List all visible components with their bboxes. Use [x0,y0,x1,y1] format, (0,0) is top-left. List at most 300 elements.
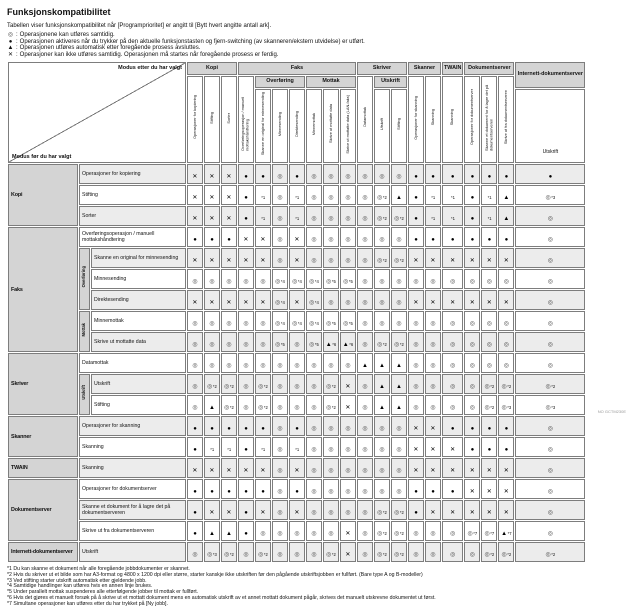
cell-symbol: ● [244,489,248,496]
cell-footnote-ref: *2 [490,551,495,557]
matrix-cell [204,542,220,562]
cell-symbol: ✕ [243,236,249,244]
legend-item: ✕ : Operasjoner kan ikke utføres samtidig. Operasjonen må startes når foregående prosess er ferdig. [7,51,279,58]
cell-symbol: ◎ [450,363,456,370]
cell-symbol: ◎ [394,258,400,265]
matrix-cell [306,500,322,520]
matrix-cell [272,542,288,562]
matrix-cell [272,374,288,394]
matrix-cell [221,521,237,541]
matrix-cell [255,248,271,268]
cell-symbol: ✕ [413,446,419,454]
cell-symbol: ◎ [277,363,283,370]
matrix-cell [498,374,514,394]
compatibility-table [7,61,586,563]
cell-symbol: ◎ [469,552,475,559]
matrix-cell [221,374,237,394]
cell-symbol: ▲ [209,531,215,538]
matrix-cell [238,248,254,268]
cell-symbol: ◎ [396,468,402,475]
matrix-cell [425,521,441,541]
cell-symbol: ● [210,489,214,496]
cell-footnote-ref: *2 [263,551,268,557]
cell-symbol: ● [295,174,299,181]
cell-symbol: ◎ [277,447,283,454]
matrix-cell [357,269,373,289]
col-group-twain: TWAIN [442,62,463,75]
matrix-corner [8,62,186,163]
cell-symbol: ◎ [294,384,300,391]
cell-footnote-ref: *5 [348,320,353,326]
matrix-cell [425,416,441,436]
matrix-cell [255,332,271,352]
cell-symbol: ◎ [277,216,283,223]
matrix-cell [391,437,407,457]
cell-symbol: ◎ [377,552,383,559]
matrix-cell [272,437,288,457]
cell-symbol: ◎ [547,426,553,433]
matrix-cell [272,479,288,499]
matrix-cell [323,521,339,541]
matrix-cell [357,479,373,499]
row-subgroup-utskrift: Utskrift [79,374,90,415]
matrix-cell [442,500,463,520]
matrix-cell [221,500,237,520]
cell-symbol: ● [450,174,455,181]
matrix-cell [515,458,585,478]
cell-symbol: ◎ [484,405,490,412]
matrix-cell [340,206,356,226]
cell-footnote-ref: *7 [490,530,495,536]
cell-symbol: ◎ [277,258,283,265]
matrix-cell [391,479,407,499]
row-header-skanning: Skanning [79,437,186,457]
matrix-cell [204,479,220,499]
matrix-cell [391,248,407,268]
row-group-kopi: Kopi [8,164,78,226]
row-header-stifting: Stifting [79,185,186,205]
matrix-cell [408,164,424,184]
matrix-cell [289,416,305,436]
cell-symbol: ◎ [207,384,213,391]
col-group-kopi: Kopi [187,62,237,75]
matrix-cell [306,185,322,205]
matrix-cell [238,416,254,436]
matrix-cell [464,437,480,457]
cell-symbol: ◎ [224,405,230,412]
legend-item: ▲ : Operasjonen utføres automatisk etter foregående prosess avsluttes. [7,45,201,52]
matrix-cell [306,164,322,184]
matrix-cell [187,269,203,289]
matrix-cell [374,500,390,520]
cell-symbol: ◎ [413,363,419,370]
matrix-cell [187,374,203,394]
matrix-cell [442,395,463,415]
matrix-cell [221,542,237,562]
cell-symbol: ✕ [260,257,266,265]
matrix-cell [187,248,203,268]
matrix-cell [187,311,203,331]
cell-symbol: ✕ [192,215,198,223]
matrix-cell [323,458,339,478]
col-header-skrive-ut-mottatte-data: Skrive ut mottatte data [323,89,339,163]
cell-symbol: ◎ [328,531,334,538]
matrix-cell [442,332,463,352]
cell-symbol: ◎ [260,342,266,349]
cell-footnote-ref: *6 [349,341,354,347]
cell-symbol: ◎ [192,321,198,328]
cell-footnote-ref: *2 [507,383,512,389]
cell-symbol: ◎ [311,468,317,475]
matrix-cell [272,227,288,247]
matrix-cell [498,542,514,562]
matrix-cell [391,227,407,247]
cell-symbol: ◎ [430,279,436,286]
matrix-cell [255,374,271,394]
matrix-cell [289,269,305,289]
cell-symbol: ◎ [379,426,385,433]
cell-symbol: ◎ [277,531,283,538]
matrix-cell [391,185,407,205]
matrix-cell [187,353,203,373]
matrix-cell [425,353,441,373]
row-group-twain: TWAIN [8,458,78,478]
cell-footnote-ref: *2 [212,383,217,389]
cell-symbol: ● [244,174,248,181]
footnotes [7,567,624,607]
matrix-cell [408,353,424,373]
cell-symbol: ● [227,426,231,433]
matrix-cell [464,290,480,310]
table-row [8,521,585,541]
cell-symbol: ✕ [430,299,436,307]
cell-symbol: ◎ [484,384,490,391]
matrix-cell [289,290,305,310]
col-header-skanne-en-original-for-minnesending: Skanne en original for minnesending [255,89,271,163]
matrix-cell [515,269,585,289]
matrix-cell [442,458,463,478]
cell-symbol: ✕ [503,488,509,496]
cell-symbol: ✕ [503,299,509,307]
cell-symbol: ◎ [277,237,283,244]
matrix-cell [464,227,480,247]
cell-symbol: ▲ [503,195,510,202]
cell-symbol: ◎ [503,342,509,349]
matrix-cell [408,332,424,352]
matrix-cell [289,227,305,247]
cell-symbol: ◎ [394,510,400,517]
matrix-cell [187,164,203,184]
cell-symbol: ● [261,426,265,433]
row-group-faks: Faks [8,227,78,352]
matrix-cell [272,164,288,184]
cell-symbol: ◎ [192,279,198,286]
row-header-datamottak: Datamottak [79,353,186,373]
cell-symbol: ✕ [243,257,249,265]
cell-symbol: ◎ [486,342,492,349]
matrix-cell [340,521,356,541]
cell-symbol: ◎ [243,384,249,391]
cell-symbol: ● [414,174,418,181]
row-group-skriver: Skriver [8,353,78,415]
cell-symbol: ◎ [345,426,351,433]
matrix-cell [255,416,271,436]
matrix-cell [221,332,237,352]
matrix-cell [374,311,390,331]
matrix-cell [464,332,480,352]
cell-symbol: ● [193,489,197,496]
cell-symbol: ◎ [396,174,402,181]
cell-symbol: ◎ [362,321,368,328]
cell-symbol: ◎ [226,342,232,349]
table-row [8,500,585,520]
matrix-cell [498,458,514,478]
cell-symbol: ● [470,426,475,433]
col-header-datamottak: Datamottak [357,76,373,163]
matrix-cell [204,458,220,478]
cell-symbol: ◎ [379,321,385,328]
matrix-cell [238,311,254,331]
cell-symbol: ◎ [275,342,281,349]
matrix-cell [238,395,254,415]
legend-text: Operasjoner kan ikke utføres samtidig. Operasjonen må startes når foregående prosess er ferdig. [19,51,279,58]
matrix-cell [323,164,339,184]
matrix-cell [481,332,497,352]
table-row [8,269,585,289]
col-group-skanner: Skanner [408,62,441,75]
cell-symbol: ✕ [486,488,492,496]
cell-symbol: ◎ [547,237,553,244]
cell-symbol: ◎ [326,279,332,286]
matrix-cell [221,290,237,310]
cell-symbol: ✕ [413,299,419,307]
cell-symbol: ◎ [396,321,402,328]
cell-symbol: ◎ [226,363,232,370]
table-row [8,458,585,478]
matrix-cell [357,374,373,394]
cell-symbol: ▲ [396,384,402,391]
cell-symbol: ✕ [486,257,492,265]
matrix-cell [498,290,514,310]
matrix-cell [221,227,237,247]
matrix-cell [481,416,497,436]
cell-symbol: ● [227,489,231,496]
cell-symbol: ◎ [277,384,283,391]
cell-footnote-ref: *2 [331,404,336,410]
matrix-cell [272,332,288,352]
row-subgroup-mottak: Mottak [79,311,90,352]
cell-symbol: ◎ [362,258,368,265]
matrix-cell [515,290,585,310]
cell-symbol: ● [470,447,475,454]
cell-footnote-ref: *2 [263,404,268,410]
cell-symbol: ✕ [226,215,232,223]
matrix-cell [425,395,441,415]
matrix-cell [272,521,288,541]
cell-symbol: ◎ [469,405,475,412]
cell-symbol: ◎ [503,279,509,286]
col-header-operasjoner-for-dokumentserver: Operasjoner for dokumentserver [464,76,480,163]
legend-symbol-both-icon: ◎ [7,32,14,38]
matrix-cell [408,248,424,268]
matrix-cell [481,164,497,184]
cell-symbol: ◎ [413,321,419,328]
cell-symbol: ● [414,489,418,496]
matrix-cell [204,500,220,520]
matrix-cell [204,164,220,184]
footnote-3: *3 Ved stifting starter utskrift automatisk etter gjeldende jobb. [7,577,147,584]
cell-symbol: ◎ [328,258,334,265]
cell-footnote-ref: *1 [431,215,436,221]
col-header-overf-ringsoperasjon-manuell-mottaksh-ndtering: Overføringsoperasjon / manuell mottakshåndtering [238,76,254,163]
matrix-cell [238,353,254,373]
cell-footnote-ref: *1 [487,194,492,200]
cell-symbol: ✕ [294,299,300,307]
matrix-cell [272,206,288,226]
cell-symbol: ✕ [450,509,456,517]
cell-symbol: ◎ [547,216,553,223]
matrix-cell [357,458,373,478]
cell-symbol: ◎ [469,384,475,391]
row-header-operasjoner-for-dokumentserver: Operasjoner for dokumentserver [79,479,186,499]
matrix-cell [187,521,203,541]
cell-symbol: ◎ [328,447,334,454]
cell-symbol: ◎ [379,489,385,496]
cell-symbol: ◎ [547,321,553,328]
cell-symbol: ● [414,237,418,244]
matrix-cell [238,290,254,310]
cell-symbol: ● [487,426,492,433]
cell-symbol: ◎ [311,195,317,202]
cell-symbol: ◎ [275,279,281,286]
cell-symbol: ◎ [394,216,400,223]
matrix-cell [221,311,237,331]
col-group-skriver: Skriver [357,62,407,75]
cell-symbol: ◎ [224,552,230,559]
matrix-cell [255,206,271,226]
header-group-row [8,62,585,75]
matrix-cell [187,458,203,478]
table-row [8,332,585,352]
cell-symbol: ✕ [192,299,198,307]
matrix-cell [340,458,356,478]
cell-symbol: ◎ [345,237,351,244]
matrix-cell [255,185,271,205]
cell-symbol: ● [261,489,265,496]
row-header-skrive-ut-fra-dokumentserveren: Skrive ut fra dokumentserveren [79,521,186,541]
row-header-utskrift: Utskrift [91,374,186,394]
matrix-cell [357,542,373,562]
cell-footnote-ref: *2 [399,341,404,347]
cell-symbol: ✕ [345,551,351,559]
cell-symbol: ◎ [413,552,419,559]
cell-symbol: ◎ [486,363,492,370]
row-header-skanne-et-dokument-for-lagre-det-p-dokumentserveren: Skanne et dokument for å lagre det på dokumentserveren [79,500,186,520]
cell-symbol: ◎ [311,510,317,517]
table-row [8,248,585,268]
table-row [8,353,585,373]
cell-symbol: ◎ [362,552,368,559]
matrix-cell [498,227,514,247]
row-header-minnesending: Minnesending [91,269,186,289]
cell-symbol: ◎ [547,279,553,286]
table-row [8,395,585,415]
matrix-cell [255,458,271,478]
cell-symbol: ● [431,489,435,496]
cell-symbol: ▲ [342,342,349,349]
cell-symbol: ◎ [275,300,281,307]
cell-symbol: ▲ [362,363,368,370]
matrix-cell [515,542,585,562]
cell-symbol: ▲ [379,384,385,391]
cell-symbol: ◎ [430,321,436,328]
matrix-cell [481,206,497,226]
col-subgroup-overf-ring: Overføring [255,76,305,88]
matrix-cell [323,479,339,499]
cell-symbol: ◎ [362,195,368,202]
matrix-cell [357,206,373,226]
col-header-stifting: Stifting [391,89,407,163]
cell-symbol: ● [487,237,492,244]
table-row [8,206,585,226]
cell-symbol: ◎ [326,552,332,559]
matrix-cell [408,500,424,520]
matrix-cell [498,248,514,268]
cell-symbol: ✕ [503,257,509,265]
matrix-cell [425,542,441,562]
col-header-stifting: Stifting [204,76,220,163]
cell-footnote-ref: *4 [280,320,285,326]
cell-symbol: ◎ [413,405,419,412]
intro-text: Tabellen viser funksjonskompatibilitet når [Programprioritet] er angitt til [Bytt hvert angitte antall ark]. [7,23,272,29]
cell-footnote-ref: *1 [450,194,455,200]
cell-symbol: ◎ [484,552,490,559]
matrix-cell [425,164,441,184]
cell-symbol: ✕ [294,509,300,517]
cell-symbol: ◎ [311,426,317,433]
matrix-cell [255,395,271,415]
cell-symbol: ✕ [226,299,232,307]
cell-symbol: ◎ [326,321,332,328]
cell-symbol: ◎ [450,321,456,328]
matrix-cell [204,374,220,394]
matrix-cell [255,437,271,457]
matrix-cell [238,479,254,499]
cell-footnote-ref: *1 [227,446,232,452]
footnote-5: *5 Under parallelt mottak suspenderes alle etterfølgende jobber til mottak er fullført. [7,589,199,596]
cell-symbol: ◎ [209,342,215,349]
cell-symbol: ✕ [503,509,509,517]
cell-footnote-ref: *1 [261,446,266,452]
cell-footnote-ref: *2 [382,215,387,221]
cell-symbol: ◎ [547,300,553,307]
cell-symbol: ● [504,174,509,181]
matrix-cell [340,542,356,562]
matrix-cell [323,227,339,247]
cell-symbol: ◎ [294,531,300,538]
matrix-cell [289,395,305,415]
table-row [8,290,585,310]
matrix-cell [255,353,271,373]
cell-symbol: ◎ [294,363,300,370]
matrix-cell [255,311,271,331]
axis-label-mode-after: Modus etter du har valgt [118,65,182,72]
matrix-cell [425,185,441,205]
matrix-cell [238,374,254,394]
cell-symbol: ◎ [258,405,264,412]
cell-symbol: ● [210,426,214,433]
cell-symbol: ● [295,489,299,496]
